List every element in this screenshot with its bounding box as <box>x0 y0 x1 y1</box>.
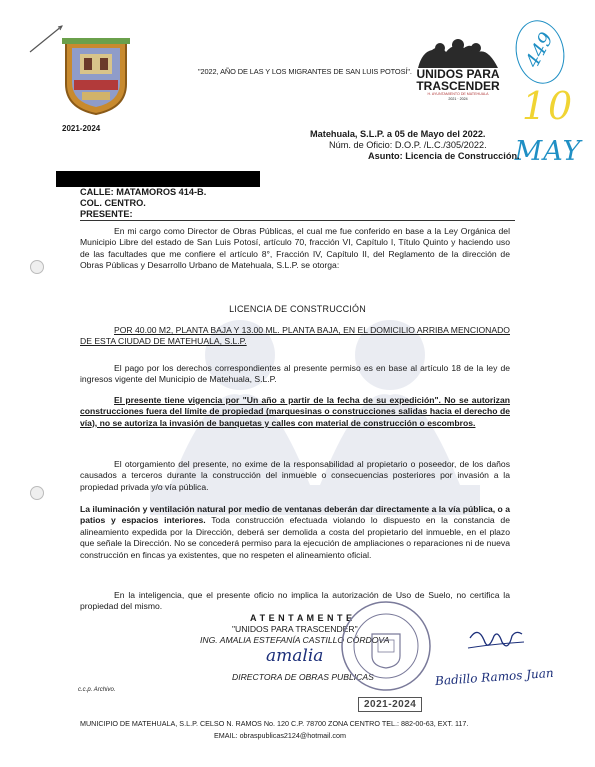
payment-paragraph: El pago por los derechos correspondientes al presente permiso es en base al artículo 18 de la ley de ingresos vigente del Municipio de Matehuala, S.L.P. <box>80 363 510 385</box>
received-date-stamp: 10 MAY <box>514 84 582 167</box>
liability-paragraph: El otorgamiento del presente, no exime de la responsabilidad al propietario o poseedor, de los daños causados a terceros durante la construcción del inmueble o consecuencias posteriores por invasión a la propiedad privada y/o vía pública. <box>80 459 510 492</box>
brand-line-2: TRASCENDER <box>416 79 500 93</box>
license-scope: POR 40.00 M2, PLANTA BAJA Y 13.00 ML. PLANTA BAJA, EN EL DOMICILIO ARRIBA MENCIONADO DE ESTA CIUDAD DE MATEHUALA, S.L.P. <box>80 325 510 347</box>
founders-silhouette-icon <box>414 38 502 68</box>
logo-years: 2021-2024 <box>62 124 101 133</box>
closing-paragraph: En la inteligencia, que el presente oficio no implica la autorización de Uso de Suelo, no certifica la propiedad del mismo. <box>80 590 510 612</box>
stamp-years: 2021-2024 <box>358 697 422 712</box>
recipient-street: CALLE: MATAMOROS 414-B. <box>80 187 207 197</box>
lighting-bold-text: La iluminación y ventilación natural por medio de ventanas deberán dar directamente a la vía pública, o a patios y espacios interiores. <box>80 504 510 526</box>
lighting-rest-text: Toda construcción efectuada violando lo dispuesto en la constancia de alineamiento expedida por la Dirección, deberá ser demolida a costa del propietario del inmueble, en el plazo que señale la Dirección. No se concederá permiso para la ejecución de ampliaciones o reparaciones ni de nueva construcción en fincas ya existentes, que no respeten el alineamiento oficial. <box>80 515 510 560</box>
footer-address: MUNICIPIO DE MATEHUALA, S.L.P. CELSO N. RAMOS No. 120 C.P. 78700 ZONA CENTRO TEL.: 882-00-63, EXT. 117. <box>80 719 469 728</box>
handwritten-circled-number: 449 <box>510 16 570 89</box>
brand-years: 2021 · 2024 <box>448 97 468 101</box>
brand-line-1: UNIDOS PARA <box>416 67 500 81</box>
recipient-received-name: Badillo Ramos Juan <box>434 665 555 689</box>
ccp-archivo: c.c.p. Archivo. <box>78 687 116 693</box>
asunto: Asunto: Licencia de Construcción. <box>368 151 520 161</box>
binder-hole <box>30 260 44 274</box>
motto: "2022, AÑO DE LAS Y LOS MIGRANTES DE SAN LUIS POTOSÍ". <box>198 67 412 76</box>
brand-sub: H. AYUNTAMIENTO DE MATEHUALA <box>427 92 489 96</box>
lighting-paragraph <box>80 504 510 561</box>
signer-position: DIRECTORA DE OBRAS PUBLICAS <box>232 672 374 682</box>
recipient-colonia: COL. CENTRO. <box>80 198 146 208</box>
pen-stroke-mark <box>28 24 64 54</box>
municipal-coat-of-arms <box>60 36 132 116</box>
recipient-presente: PRESENTE: <box>80 209 133 219</box>
place-date: Matehuala, S.L.P. a 05 de Mayo del 2022. <box>310 129 486 139</box>
divider-line <box>80 220 515 221</box>
oficio-number: Núm. de Oficio: D.O.P. /L.C./305/2022. <box>329 140 487 150</box>
recipient-signature-icon <box>464 622 526 662</box>
signature-scribble: amalia <box>266 646 324 666</box>
signer-name: ING. AMALIA ESTEFANÍA CASTILLO CÓRDOVA <box>200 635 390 645</box>
license-title: LICENCIA DE CONSTRUCCIÓN <box>229 304 366 314</box>
footer-email: EMAIL: obraspublicas2124@hotmail.com <box>214 731 346 740</box>
signature-slogan: "UNIDOS PARA TRASCENDER" <box>232 624 358 634</box>
intro-paragraph: En mi cargo como Director de Obras Públicas, el cual me fue conferido en base a la Ley Orgánica del Municipio Libre del estado de San Luis Potosí, artículo 70, fracción VI, Capítulo I, Título Quinto y haciendo uso de las facultades que me confiere el artículo 8°, Fracción IV, Capítulo II, del Reglamento de la dirección de Obras Públicas y Desarrollo Urbano de Matehuala, S.L.P. se otorga: <box>80 226 510 271</box>
official-seal-stamp <box>340 600 432 692</box>
validity-paragraph: El presente tiene vigencia por "Un año a partir de la fecha de su expedición". No se autorizan construcciones fuera del límite de propiedad (marquesinas o construcciones salidas hacia el derecho de vía), no se autoriza la invasión de banquetas y calles con material de construcción o escombros. <box>80 395 510 428</box>
unidos-para-trascender-logo <box>414 38 502 100</box>
binder-hole <box>30 486 44 500</box>
redacted-recipient-name <box>56 171 260 187</box>
atentamente: A T E N T A M E N T E <box>250 613 353 623</box>
